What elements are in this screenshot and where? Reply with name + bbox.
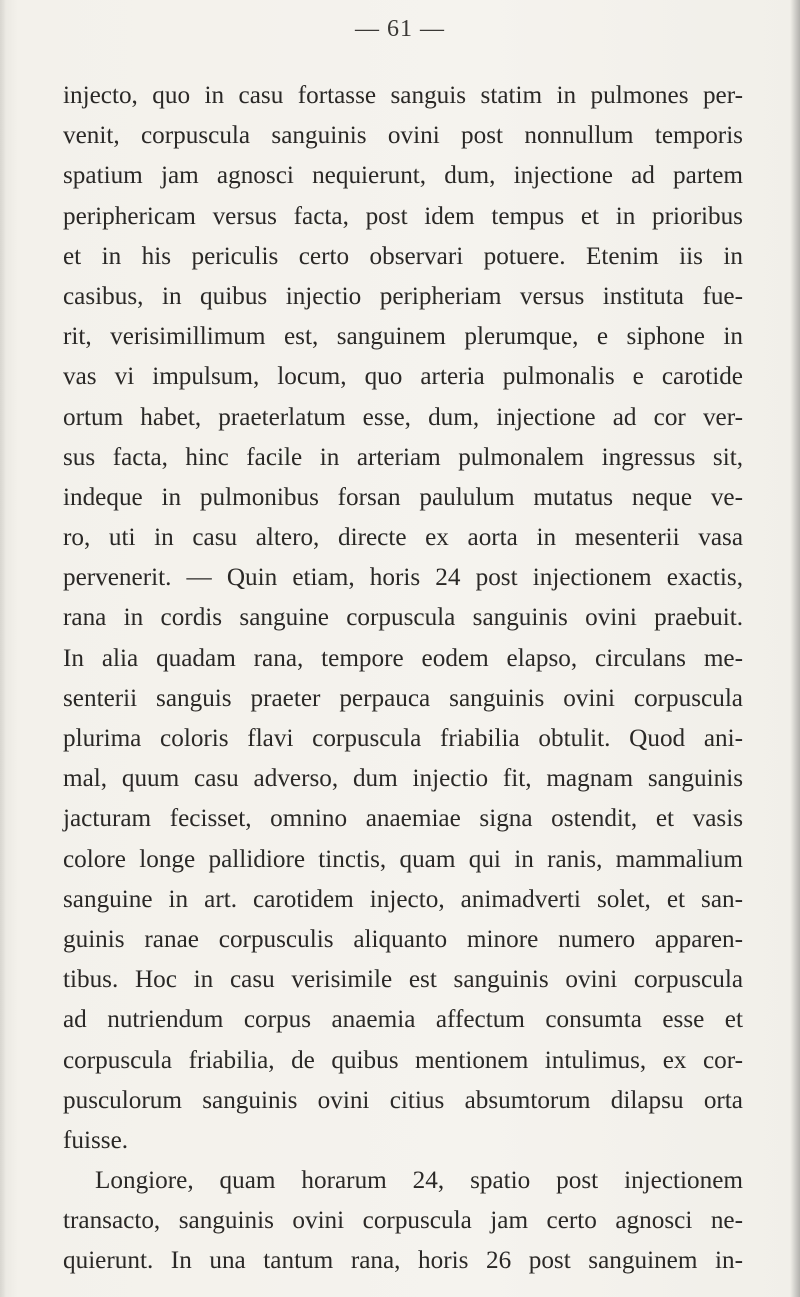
text-line: senterii sanguis praeter perpauca sanguinis ovini corpuscula — [63, 684, 743, 712]
text-line: indeque in pulmonibus forsan paululum mutatus neque ve- — [63, 483, 743, 511]
text-line: ro, uti in casu altero, directe ex aorta in mesenterii vasa — [63, 524, 743, 552]
text-line: vas vi impulsum, locum, quo arteria pulmonalis e carotide — [63, 363, 743, 391]
text-line: jacturam fecisset, omnino anaemiae signa ostendit, et vasis — [63, 805, 743, 833]
text-line: plurima coloris flavi corpuscula friabilia obtulit. Quod ani- — [63, 725, 743, 752]
text-line: transacto, sanguinis ovini corpuscula jam certo agnosci ne- — [63, 1207, 743, 1235]
text-line: sus facta, hinc facile in arteriam pulmonalem ingressus sit, — [63, 443, 743, 471]
text-line: injecto, quo in casu fortasse sanguis statim in pulmones per- — [63, 82, 743, 109]
text-line: venit, corpuscula sanguinis ovini post nonnullum temporis — [63, 122, 743, 150]
page-right-edge-shadow — [790, 0, 800, 1297]
page-number: — 61 — — [355, 16, 445, 42]
text-line: guinis ranae corpusculis aliquanto minore numero apparen- — [63, 925, 743, 953]
text-line: rit, verisimillimum est, sanguinem plerumque, e siphone in — [63, 323, 743, 351]
text-line: ortum habet, praeterlatum esse, dum, injectione ad cor ver- — [63, 403, 743, 431]
text-line: Longiore, quam horarum 24, spatio post injectionem — [95, 1167, 743, 1195]
text-line: fuisse. — [63, 1126, 129, 1154]
text-line: quierunt. In una tantum rana, horis 26 post sanguinem in- — [63, 1247, 743, 1275]
text-line: et in his periculis certo observari potuere. Etenim iis in — [63, 242, 743, 270]
text-line: rana in cordis sanguine corpuscula sanguinis ovini praebuit. — [63, 604, 743, 632]
page-left-edge-shadow — [0, 0, 6, 1297]
text-line: tibus. Hoc in casu verisimile est sanguinis ovini corpuscula — [63, 966, 743, 994]
text-line: spatium jam agnosci nequierunt, dum, injectione ad partem — [63, 162, 743, 190]
text-line: mal, quum casu adverso, dum injectio fit, magnam sanguinis — [63, 765, 743, 793]
text-line: pusculorum sanguinis ovini citius absumtorum dilapsu orta — [63, 1086, 743, 1114]
text-line: corpuscula friabilia, de quibus mentionem intulimus, ex cor- — [63, 1046, 743, 1074]
text-line: sanguine in art. carotidem injecto, animadverti solet, et san- — [63, 885, 743, 913]
text-line: colore longe pallidiore tinctis, quam qui in ranis, mammalium — [63, 845, 743, 873]
body-text — [63, 76, 743, 1282]
text-line: ad nutriendum corpus anaemia affectum consumta esse et — [63, 1006, 743, 1034]
text-line: pervenerit. — Quin etiam, horis 24 post injectionem exactis, — [63, 564, 743, 592]
text-line: periphericam versus facta, post idem tempus et in prioribus — [63, 202, 743, 230]
text-line: In alia quadam rana, tempore eodem elapso, circulans me- — [63, 644, 743, 672]
text-line: casibus, in quibus injectio peripheriam versus instituta fue- — [63, 282, 743, 310]
